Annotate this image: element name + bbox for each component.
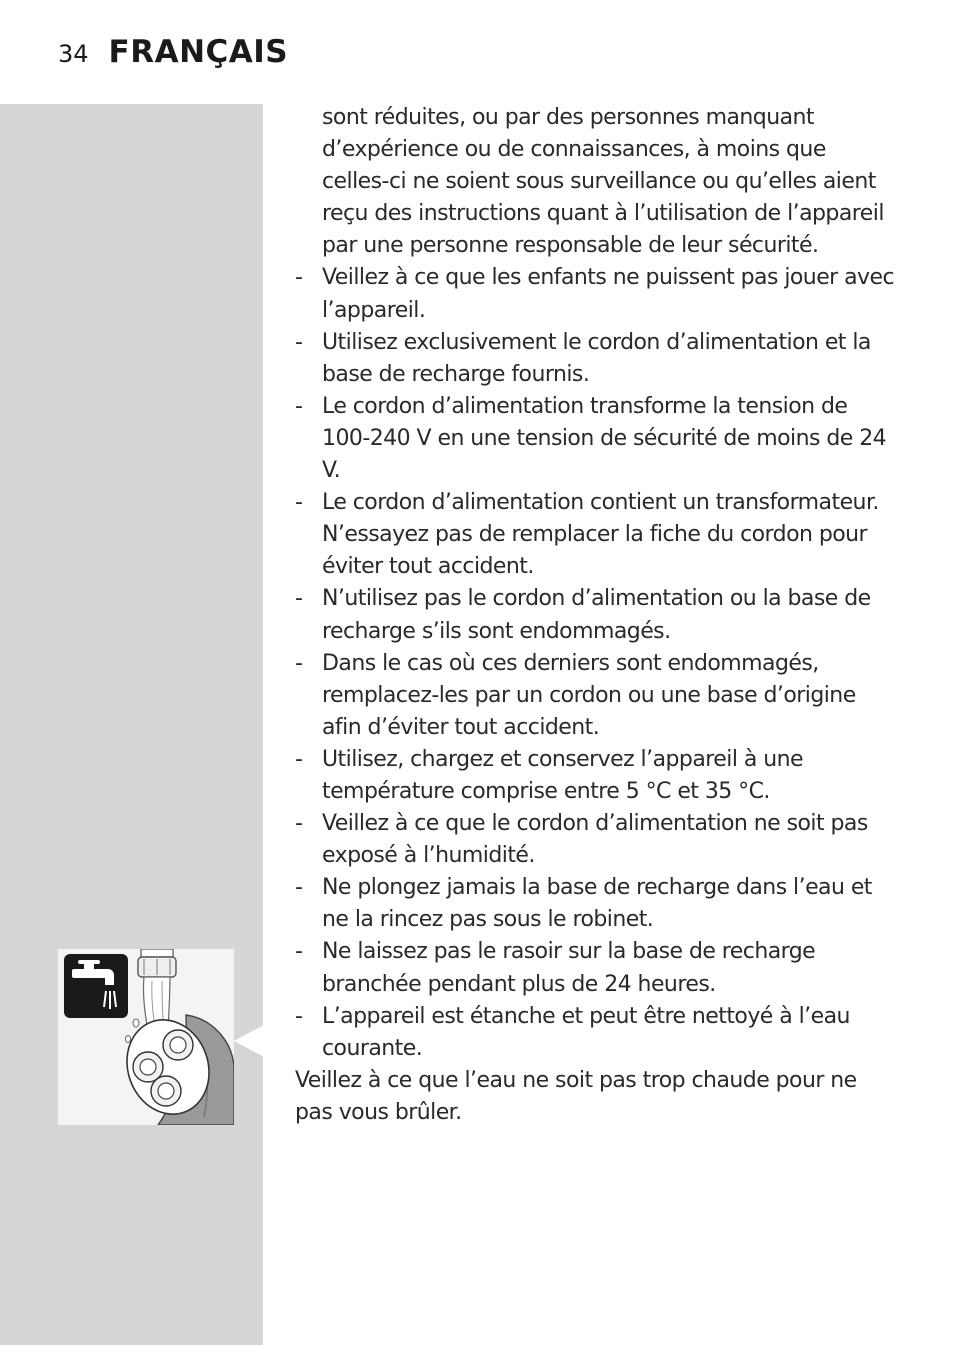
figure-pointer — [234, 1025, 264, 1057]
shaver-rinse-illustration — [58, 949, 234, 1125]
bullet-marker: - — [295, 746, 303, 772]
list-item-text: Dans le cas où ces derniers sont endommagés, remplacez-les par un cordon ou une base d’origine afin d’éviter tout accident. — [322, 650, 856, 740]
list-item-text: Veillez à ce que le cordon d’alimentation ne soit pas exposé à l’humidité. — [322, 811, 868, 869]
page-number: 34 — [58, 40, 89, 68]
bullet-marker: - — [295, 875, 303, 901]
bullet-marker: - — [295, 811, 303, 837]
bullet-marker: - — [295, 586, 303, 612]
list-item-text: Le cordon d’alimentation contient un transformateur. N’essayez pas de remplacer la fiche du cordon pour éviter tout accident. — [322, 490, 879, 580]
rinse-illustration — [58, 949, 234, 1125]
list-item — [295, 1001, 895, 1065]
bullet-marker: - — [295, 329, 303, 355]
bullet-marker: - — [295, 393, 303, 419]
page-header — [58, 34, 288, 74]
list-item-text: Utilisez, chargez et conservez l’appareil à une température comprise entre 5 °C et 35 °C. — [322, 746, 803, 804]
list-item-text: Veillez à ce que les enfants ne puissent pas jouer avec l’appareil. — [322, 265, 895, 323]
list-item — [295, 808, 895, 872]
list-item — [295, 744, 895, 808]
list-item-text: Ne plongez jamais la base de recharge dans l’eau et ne la rincez pas sous le robinet. — [322, 875, 872, 933]
list-item-text: N’utilisez pas le cordon d’alimentation ou la base de recharge s’ils sont endommagés. — [322, 586, 871, 644]
list-item — [295, 872, 895, 936]
list-item — [295, 648, 895, 744]
list-item — [295, 583, 895, 647]
bullet-marker: - — [295, 265, 303, 291]
continuation-paragraph: sont réduites, ou par des personnes manquant d’expérience ou de connaissances, à moins que celles-ci ne soient sous surveillance ou qu’elles aient reçu des instructions quant à l’utilisation de l’appareil par une personne responsable de leur sécurité. — [322, 105, 884, 259]
list-item — [295, 262, 895, 326]
list-item — [295, 487, 895, 583]
bullet-marker: - — [295, 939, 303, 965]
list-item — [295, 936, 895, 1000]
list-item-text: Utilisez exclusivement le cordon d’alimentation et la base de recharge fournis. — [322, 329, 871, 387]
bullet-marker: - — [295, 650, 303, 676]
water-tap-icon — [64, 954, 128, 1018]
bullet-list — [295, 262, 895, 1064]
safety-instructions — [295, 102, 895, 1129]
list-item — [295, 391, 895, 487]
list-item — [295, 327, 895, 391]
list-item-text: Ne laissez pas le rasoir sur la base de recharge branchée pendant plus de 24 heures. — [322, 939, 816, 997]
closing-paragraph: Veillez à ce que l’eau ne soit pas trop chaude pour ne pas vous brûler. — [295, 1067, 857, 1125]
sidebar-panel — [0, 104, 263, 1345]
list-item-text: L’appareil est étanche et peut être nettoyé à l’eau courante. — [322, 1003, 850, 1061]
section-title: FRANÇAIS — [108, 34, 289, 70]
list-item-text: Le cordon d’alimentation transforme la tension de 100-240 V en une tension de sécurité de moins de 24 V. — [322, 393, 887, 484]
bullet-marker: - — [295, 1003, 303, 1029]
bullet-marker: - — [295, 490, 303, 516]
